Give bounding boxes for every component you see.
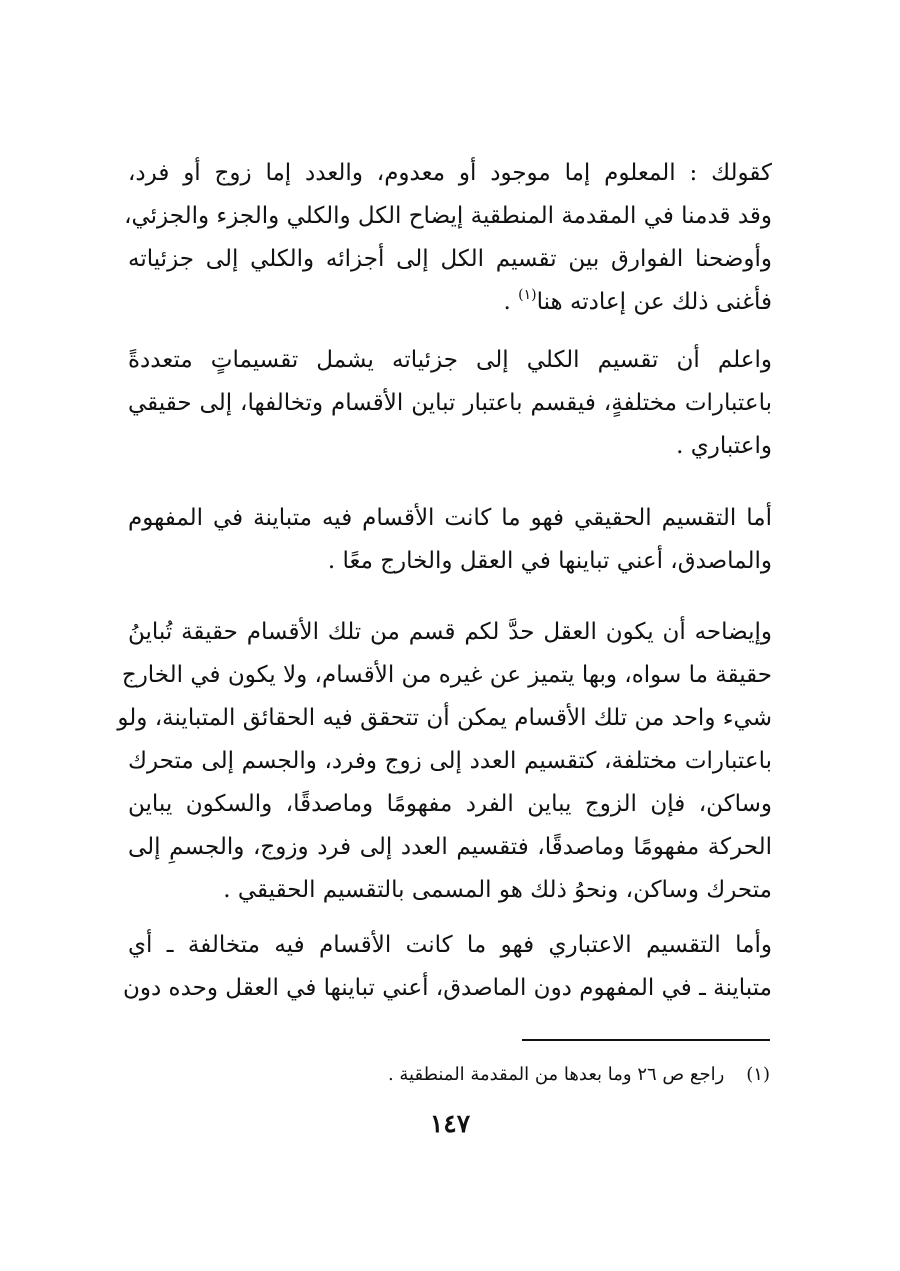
text-line-content: فأغنى ذلك عن إعادته هنا	[536, 289, 772, 315]
punctuation: .	[503, 289, 519, 315]
footnote-separator	[522, 1039, 770, 1041]
paragraph-4	[117, 611, 772, 912]
text-line: واعتباري .	[676, 433, 772, 459]
paragraph-5	[123, 924, 772, 1010]
text-line: حقيقة ما سواه، وبها يتميز عن غيره من الأقسام، ولا يكون في الخارج	[121, 662, 772, 688]
text-line: الحركة مفهومًا وماصدقًا، فتقسيم العدد إلى فرد وزوج، والجسمِ إلى	[128, 834, 772, 860]
footnote	[300, 1060, 770, 1090]
footnote-text: راجع ص ٢٦ وما بعدها من المقدمة المنطقية .	[387, 1064, 725, 1085]
text-line: متحرك وساكن، ونحوُ ذلك هو المسمى بالتقسيم الحقيقي .	[223, 877, 772, 903]
paragraph-2	[128, 339, 772, 468]
footnote-reference[interactable]: (١)	[518, 287, 537, 303]
text-line: وساكن، فإن الزوج يباين الفرد مفهومًا وماصدقًا، والسكون يباين	[128, 791, 772, 817]
text-line: باعتبارات مختلفةٍ، فيقسم باعتبار تباين الأقسام وتخالفها، إلى حقيقي	[128, 390, 772, 416]
footnote-marker: (١)	[746, 1064, 770, 1085]
text-line: والماصدق، أعني تباينها في العقل والخارج معًا .	[327, 548, 772, 574]
page-number: ١٤٧	[429, 1109, 471, 1138]
text-line: وإيضاحه أن يكون العقل حدَّ لكم قسم من تلك الأقسام حقيقة تُباينُ	[128, 619, 772, 645]
text-line: وأما التقسيم الاعتباري فهو ما كانت الأقسام فيه متخالفة ـ أي	[128, 932, 772, 958]
text-line: باعتبارات مختلفة، كتقسيم العدد إلى زوج وفرد، والجسم إلى متحرك	[128, 748, 772, 774]
text-line: واعلم أن تقسيم الكلي إلى جزئياته يشمل تقسيماتٍ متعددةً	[128, 347, 772, 373]
text-line-with-footnote	[128, 281, 772, 324]
text-line: كقولك : المعلوم إما موجود أو معدوم، والعدد إما زوج أو فرد،	[128, 160, 772, 186]
text-line: متباينة ـ في المفهوم دون الماصدق، أعني تباينها في العقل وحده دون	[123, 975, 772, 1001]
text-line: شيء واحد من تلك الأقسام يمكن أن تتحقق فيه الحقائق المتباينة، ولو	[117, 705, 772, 731]
text-line: وقد قدمنا في المقدمة المنطقية إيضاح الكل والكلي والجزء والجزئي،	[124, 203, 772, 229]
text-line: وأوضحنا الفوارق بين تقسيم الكل إلى أجزائه والكلي إلى جزئياته	[128, 246, 772, 272]
paragraph-3	[128, 497, 772, 583]
text-line: أما التقسيم الحقيقي فهو ما كانت الأقسام فيه متباينة في المفهوم	[128, 505, 772, 531]
paragraph-1	[124, 152, 772, 324]
